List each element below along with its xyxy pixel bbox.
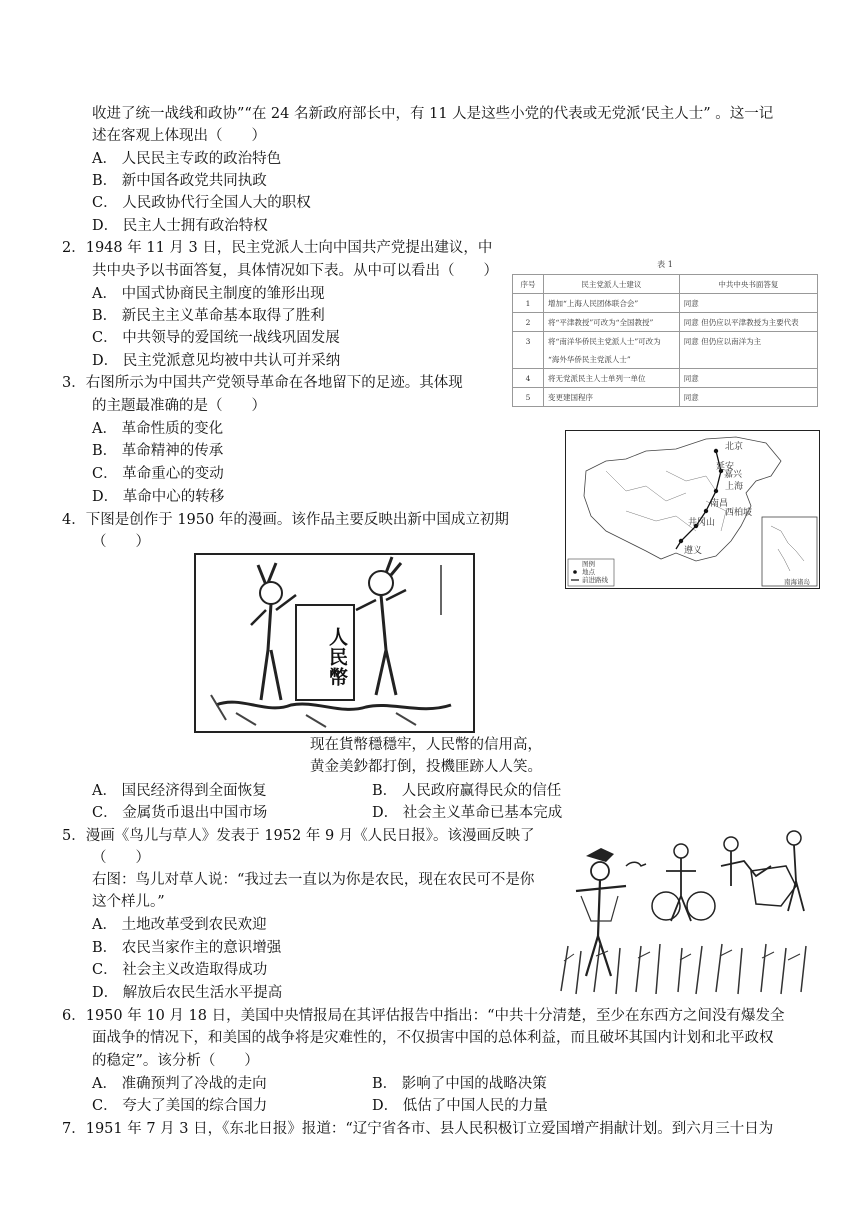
q3-option-a: A． 革命性质的变化 — [92, 421, 224, 437]
q6-option-c: C． 夸大了美国的综合国力 — [92, 1098, 268, 1114]
intro-option-b: B． 新中国各政党共同执政 — [92, 173, 267, 189]
table-row: 2 将“平津教授”可改为“全国教授” 同意 但仍应以平津教授为主要代表 — [513, 313, 818, 332]
map-label-5: 遵义 — [684, 546, 703, 556]
china-map-outline — [566, 431, 819, 588]
q4-option-c: C． 金属货币退出中国市场 — [92, 805, 268, 821]
q6-option-a: A． 准确预判了冷战的走向 — [92, 1076, 267, 1092]
map-label-3: 南昌 — [710, 499, 729, 509]
map-legend-item: 前进路线 — [582, 576, 608, 584]
q3-option-c: C． 革命重心的变动 — [92, 466, 224, 482]
q5-option-b: B． 农民当家作主的意识增强 — [92, 940, 282, 956]
map-label-1: 上海 — [725, 482, 744, 492]
intro-option-c: C． 人民政协代行全国人大的职权 — [92, 195, 311, 211]
q5-option-d: D． 解放后农民生活水平提高 — [92, 985, 283, 1001]
q4-line-2: （ ） — [92, 534, 150, 550]
q7-line-1: 7．1951 年 7 月 3 日，《东北日报》报道：“辽宁省各市、县人民积极订立爱国增产捐献计划。到六月三十日为 — [62, 1121, 774, 1137]
map-legend-item: 地点 — [582, 568, 595, 576]
map-label-6: 延安 — [716, 462, 735, 472]
q3-line-1: 3．右图所示为中国共产党领导革命在各地留下的足迹。其体现 — [62, 375, 463, 391]
intro-line-2: 述在客观上体现出（ ） — [92, 128, 266, 144]
q2-option-d: D． 民主党派意见均被中共认可并采纳 — [92, 353, 341, 369]
map-legend-title: 图例 — [582, 560, 595, 568]
map-label-2: 嘉兴 — [724, 470, 743, 480]
q5-line-3: 右图：鸟儿对草人说：“我过去一直以为你是农民，现在农民可不是你 — [92, 872, 535, 888]
q5-option-a: A． 土地改革受到农民欢迎 — [92, 917, 267, 933]
map-label-4: 井冈山 — [688, 518, 716, 528]
table-header: 序号 — [513, 275, 544, 294]
q2-line-1: 2．1948 年 11 月 3 日，民主党派人士向中国共产党提出建议，中 — [62, 240, 493, 256]
q4-line-1: 4．下图是创作于 1950 年的漫画。该作品主要反映出新中国成立初期 — [62, 512, 509, 528]
table-header: 民主党派人士建议 — [544, 275, 680, 294]
revolution-map — [565, 430, 820, 589]
q6-option-b: B． 影响了中国的战略决策 — [372, 1076, 547, 1092]
q3-option-b: B． 革命精神的传承 — [92, 443, 224, 459]
table-row: 3 将“南洋华侨民主党派人士”可改为 同意 但仍应以南洋为主 — [513, 332, 818, 351]
q4-option-a: A． 国民经济得到全面恢复 — [92, 783, 267, 799]
scarecrow-cartoon — [556, 826, 812, 996]
q6-line-1: 6．1950 年 10 月 18 日，美国中央情报局在其评估报告中指出：“中共十分清楚，至少在东西方之间没有爆发全 — [62, 1008, 785, 1024]
table-row: 5 变更建国程序 同意 — [513, 388, 818, 407]
q5-line-4: 这个样儿。” — [92, 894, 165, 910]
table-1 — [512, 259, 818, 407]
q6-option-d: D． 低估了中国人民的力量 — [372, 1098, 548, 1114]
map-label-8: 北京 — [725, 442, 744, 452]
table-row: “海外华侨民主党派人士” — [513, 350, 818, 369]
q5-line-1: 5．漫画《鸟儿与草人》发表于 1952 年 9 月《人民日报》。该漫画反映了 — [62, 828, 535, 844]
table-1-title: 表 1 — [657, 260, 673, 269]
q2-option-a: A． 中国式协商民主制度的雏形出现 — [92, 286, 325, 302]
table-header: 中共中央书面答复 — [679, 275, 817, 294]
q3-option-d: D． 革命中心的转移 — [92, 489, 225, 505]
intro-option-a: A． 人民民主专政的政治特色 — [92, 151, 282, 167]
q2-line-2: 共中央予以书面答复，具体情况如下表。从中可以看出（ ） — [92, 263, 498, 279]
cartoon-banner: 人民幣 — [326, 627, 348, 687]
q6-line-3: 的稳定”。该分析（ ） — [92, 1053, 259, 1069]
q4-option-d: D． 社会主义革命已基本完成 — [372, 805, 563, 821]
table-row: 1 增加“上海人民团体联合会” 同意 — [513, 294, 818, 313]
q3-line-2: 的主题最准确的是（ ） — [92, 398, 266, 414]
q2-option-c: C． 中共领导的爱国统一战线巩固发展 — [92, 330, 340, 346]
q4-option-b: B． 人民政府赢得民众的信任 — [372, 783, 562, 799]
currency-cartoon — [194, 553, 475, 733]
cartoon-caption-1: 现在貨幣穩穩牢，人民幣的信用高， — [310, 737, 542, 753]
cartoon-caption-2: 黄金美鈔都打倒，投機匪跡人人笑。 — [310, 759, 542, 775]
intro-line-1: 收进了统一战线和政协”“在 24 名新政府部长中，有 11 人是这些小党的代表或无党派‘民主人士” 。这一记 — [92, 106, 774, 122]
scarecrow-drawing — [556, 826, 812, 996]
q5-line-2: （ ） — [92, 850, 150, 866]
map-label-7: 西柏坡 — [725, 508, 753, 518]
intro-option-d: D． 民主人士拥有政治特权 — [92, 218, 268, 234]
q5-option-c: C． 社会主义改造取得成功 — [92, 962, 268, 978]
map-inset-label: 南海诸岛 — [784, 578, 810, 586]
q6-line-2: 面战争的情况下，和美国的战争将是灾难性的，不仅损害中国的总体利益，而且破坏其国内计划和北平政权 — [92, 1030, 774, 1046]
table-row: 4 将无党派民主人士单列一单位 同意 — [513, 369, 818, 388]
q2-option-b: B． 新民主主义革命基本取得了胜利 — [92, 308, 325, 324]
